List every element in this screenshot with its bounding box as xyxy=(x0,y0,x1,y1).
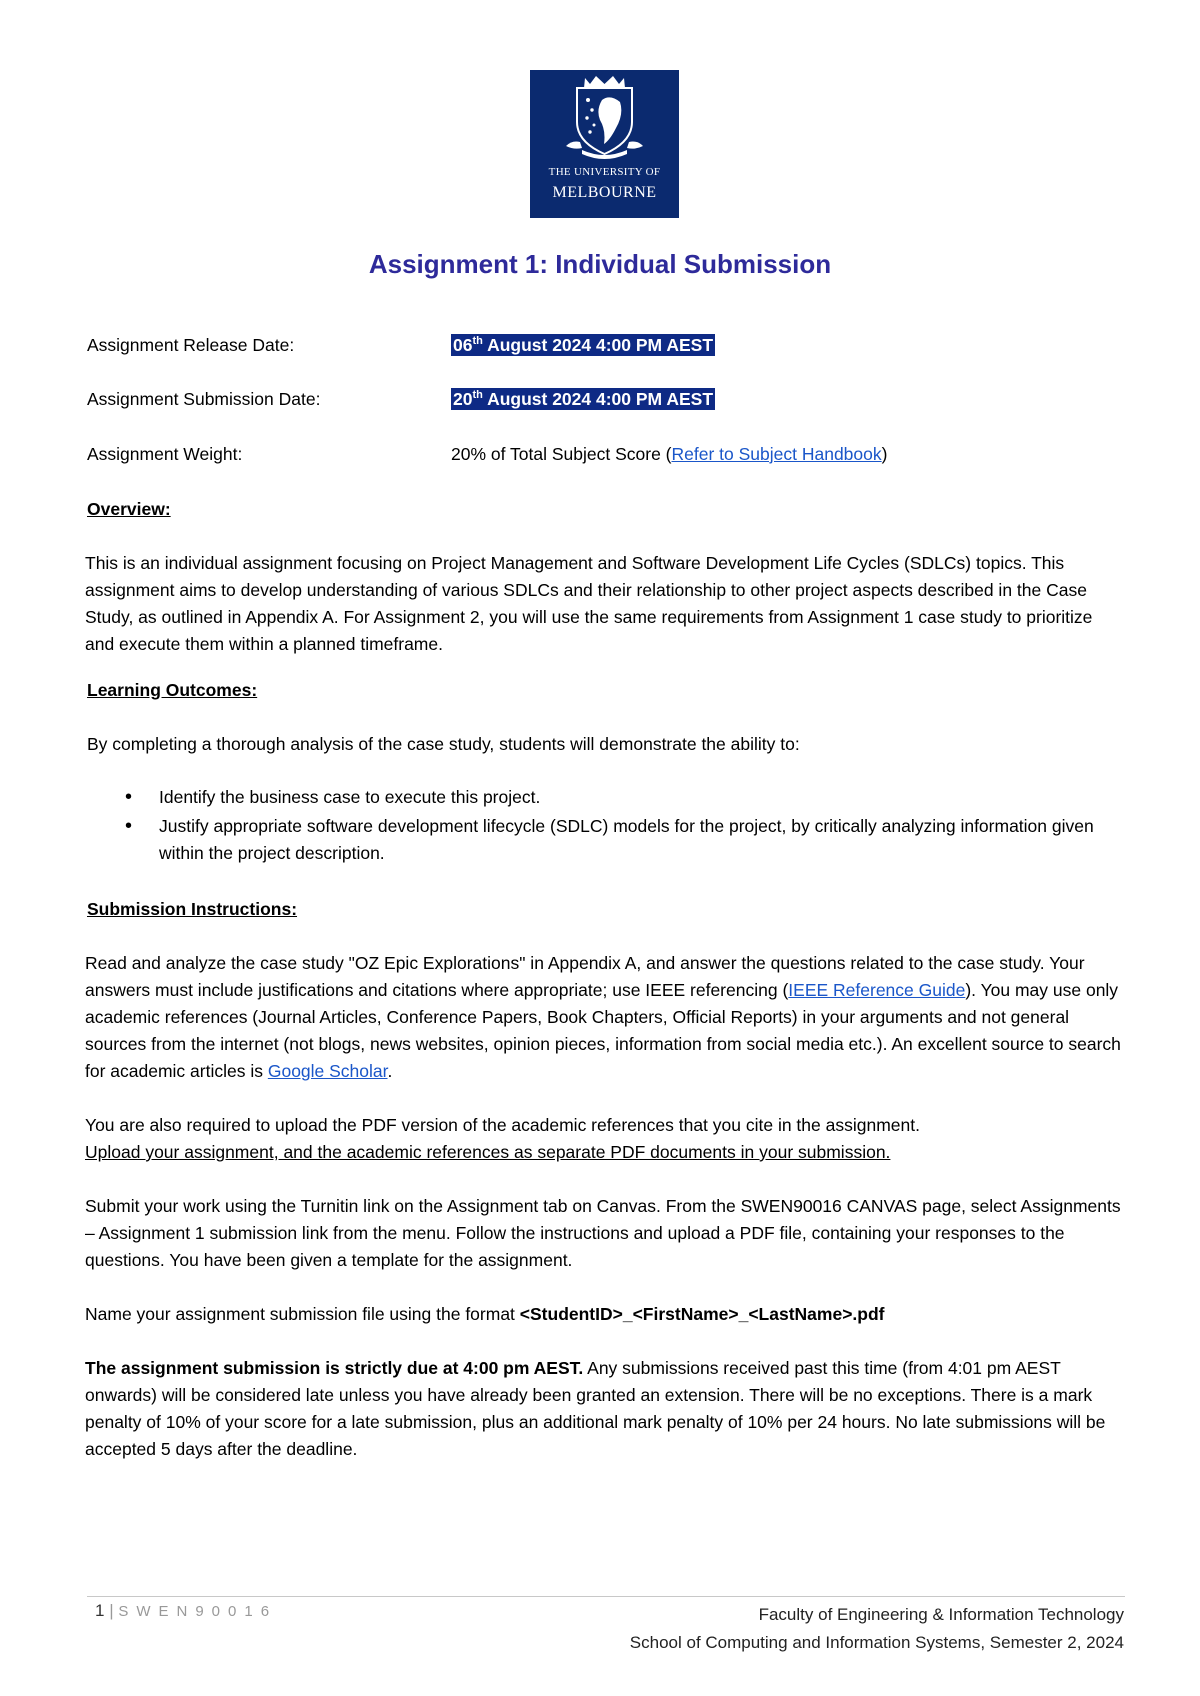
google-scholar-link[interactable]: Google Scholar xyxy=(267,1061,388,1081)
page-title: Assignment 1: Individual Submission xyxy=(368,249,832,279)
university-logo xyxy=(530,70,679,218)
weight-value: 20% of Total Subject Score (Refer to Subject Handbook) xyxy=(451,444,888,464)
learning-outcomes-heading: Learning Outcomes: xyxy=(87,680,258,700)
logo-line-1: THE UNIVERSITY OF xyxy=(548,166,661,178)
logo-line-2: MELBOURNE xyxy=(552,184,657,201)
submission-date-value: 20th August 2024 4:00 PM AEST xyxy=(453,389,714,409)
learning-outcomes-list xyxy=(125,784,1125,869)
learning-outcomes-intro: By completing a thorough analysis of the case study, students will demonstrate the ability to: xyxy=(87,734,800,754)
footer-school: School of Computing and Information Systems, Semester 2, 2024 xyxy=(629,1633,1124,1652)
list-item: • Identify the business case to execute this project. xyxy=(125,784,1125,811)
submission-paragraph-1: Read and analyze the case study "OZ Epic Explorations" in Appendix A, and answer the questions related to the case study. Your answers must include justifications and citations where appropriate; use IEEE referencing (IEEE Reference Guide). You may use only academic references (Journal Articles, Conference Papers, Book Chapters, Official Reports) in your arguments and not general sources from the internet (not blogs, news websites, opinion pieces, information from social media etc.). An excellent source to search for academic articles is Google Scholar. xyxy=(85,953,1121,1081)
submission-paragraph-2: You are also required to upload the PDF version of the academic references that you cite in the assignment. Upload your assignment, and the academic references as separate PDF documents in your submission. xyxy=(85,1115,920,1162)
filename-format: <StudentID>_<FirstName>_<LastName>.pdf xyxy=(519,1304,885,1324)
footer-page-info: 1 | SWEN90016 xyxy=(95,1601,278,1620)
weight-label: Assignment Weight: xyxy=(87,444,243,464)
submission-heading: Submission Instructions: xyxy=(87,899,298,919)
submission-date-label: Assignment Submission Date: xyxy=(87,389,321,409)
footer-faculty: Faculty of Engineering & Information Technology xyxy=(758,1605,1124,1624)
release-date-label: Assignment Release Date: xyxy=(87,335,295,355)
overview-heading: Overview: xyxy=(87,499,171,519)
upload-instruction: Upload your assignment, and the academic references as separate PDF documents in your submission. xyxy=(85,1142,891,1162)
page-number: 1 xyxy=(95,1601,105,1620)
list-item: • Justify appropriate software development lifecycle (SDLC) models for the project, by critically analyzing information given within the project description. xyxy=(125,813,1125,867)
submission-paragraph-4: Name your assignment submission file using the format <StudentID>_<FirstName>_<LastName>.pdf xyxy=(85,1304,885,1324)
release-date-value: 06th August 2024 4:00 PM AEST xyxy=(453,335,714,355)
university-crest-icon xyxy=(530,70,679,166)
footer-divider xyxy=(87,1596,1125,1597)
subject-code: SWEN90016 xyxy=(118,1603,278,1620)
submission-paragraph-5: The assignment submission is strictly due at 4:00 pm AEST. Any submissions received past this time (from 4:01 pm AEST onwards) will be considered late unless you have already been granted an extension. There will be no exceptions. There is a mark penalty of 10% of your score for a late submission, plus an additional mark penalty of 10% per 24 hours. No late submissions will be accepted 5 days after the deadline. xyxy=(85,1358,1106,1459)
overview-text: This is an individual assignment focusing on Project Management and Software Development Life Cycles (SDLCs) topics. This assignment aims to develop understanding of various SDLCs and their relationship to other project aspects described in the Case Study, as outlined in Appendix A. For Assignment 2, you will use the same requirements from Assignment 1 case study to prioritize and execute them within a planned timeframe. xyxy=(85,553,1093,654)
submission-paragraph-3: Submit your work using the Turnitin link on the Assignment tab on Canvas. From the SWEN90016 CANVAS page, select Assignments – Assignment 1 submission link from the menu. Follow the instructions and upload a PDF file, containing your responses to the questions. You have been given a template for the assignment. xyxy=(85,1196,1121,1270)
subject-handbook-link[interactable]: Refer to Subject Handbook xyxy=(671,444,882,464)
ieee-guide-link[interactable]: IEEE Reference Guide xyxy=(788,980,966,1000)
footer-institution xyxy=(630,1601,1124,1657)
